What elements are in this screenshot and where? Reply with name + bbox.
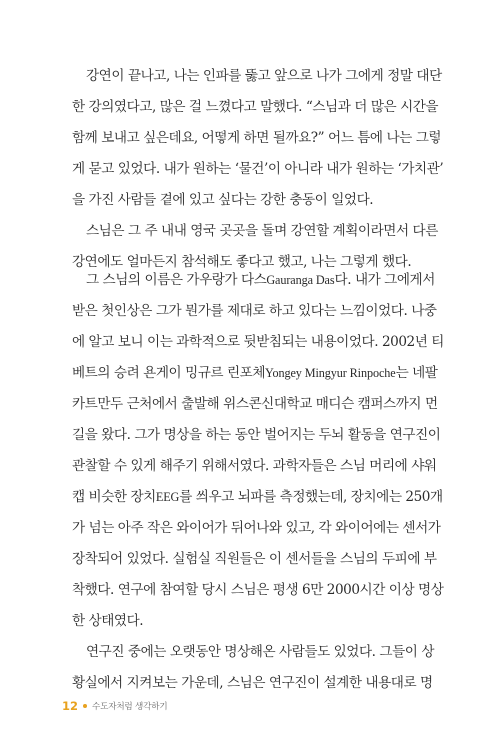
text-line [72,451,437,482]
text-segment: 착했다. 연구에 참여할 당시 스님은 평생 6만 2000시간 이상 명상 [72,582,444,598]
text-segment: 베트의 승려 욘게이 밍규르 린포체 [72,365,266,381]
text-segment: 한 강의였다고, 많은 걸 느꼈다고 말했다. “스님과 더 많은 시간을 [72,99,439,115]
text-segment: 장착되어 있었다. 실험실 직원들은 이 센서들을 스님의 두피에 부 [72,551,437,567]
text-segment: 가 넘는 아주 작은 와이어가 뒤어나와 있고, 각 와이어에는 센서가 [72,520,441,536]
text-line [72,92,439,123]
text-segment: 관찰할 수 있게 해주기 위해서였다. 과학자들은 스님 머리에 샤워 [72,458,437,474]
page-number: 12 [62,699,79,713]
text-segment: 한 상태였다. [72,613,144,629]
text-segment: 카트만두 근처에서 출발해 위스콘신대학교 매디슨 캠퍼스까지 먼 [72,396,438,412]
text-segment: 캡 비슷한 장치 [72,489,156,505]
text-segment: 는 네팔 [395,365,438,381]
text-line [72,61,442,92]
text-segment: 을 가진 사람들 곁에 있고 싶다는 강한 충동이 일었다. [72,192,374,208]
latin-gloss: Gauranga Das [266,273,335,287]
text-segment: 스님은 그 주 내내 영국 곳곳을 돌며 강연할 계획이라면서 다른 [86,223,438,239]
text-segment: 연구진 중에는 오랫동안 명상해온 사람들도 있었다. 그들이 상 [86,644,435,660]
text-line [72,216,438,247]
page-footer [62,698,167,714]
text-line [72,358,438,389]
text-line [72,575,444,606]
text-line [72,482,443,513]
text-line [72,637,435,668]
text-segment: 강연에도 얼마든지 참석해도 좋다고 했고, 나는 그렇게 했다. [72,254,412,270]
text-segment: 받은 첫인상은 그가 뭔가를 제대로 하고 있다는 느낌이었다. 나중 [72,303,437,319]
running-book-title: 수도자처럼 생각하기 [92,702,168,712]
text-segment: 강연이 끝나고, 나는 인파를 뚫고 앞으로 나가 그에게 정말 대단 [86,68,442,84]
text-line [72,668,433,699]
body-text-top [72,61,444,278]
text-segment: 길을 왔다. 그가 명상을 하는 동안 벌어지는 두뇌 활동을 연구진이 [72,427,441,443]
text-segment: 그 스님의 이름은 가우랑가 다스 [86,272,267,288]
text-line [72,544,437,575]
text-segment: 황실에서 지켜보는 가운데, 스님은 연구진이 설계한 내용대로 명 [72,675,433,691]
text-line [72,327,444,358]
text-line [72,420,441,451]
latin-gloss: Yongey Mingyur Rinpoche [265,366,396,380]
text-segment: 게 묻고 있었다. 내가 원하는 ‘물건’이 아니라 내가 원하는 ‘가치관’ [72,161,444,177]
text-segment: 를 씌우고 뇌파를 측정했는데, 장치에는 250개 [179,489,443,505]
text-line [72,123,442,154]
text-line [72,154,444,185]
text-line [72,296,437,327]
text-segment: 에 알고 보니 이는 과학적으로 뒷받침되는 내용이었다. 2002년 티 [72,334,444,350]
text-line [72,606,428,637]
text-line [72,513,441,544]
body-text-bottom [72,265,444,699]
text-line [72,265,435,296]
text-line [72,185,428,216]
latin-gloss: EEG [155,490,180,504]
text-segment: 함께 보내고 싶은데요, 어떻게 하면 될까요?” 어느 틈에 나는 그렇 [72,130,442,146]
text-line [72,389,438,420]
bullet-dot-icon [83,704,87,708]
text-segment: 다. 내가 그에게서 [334,272,435,288]
